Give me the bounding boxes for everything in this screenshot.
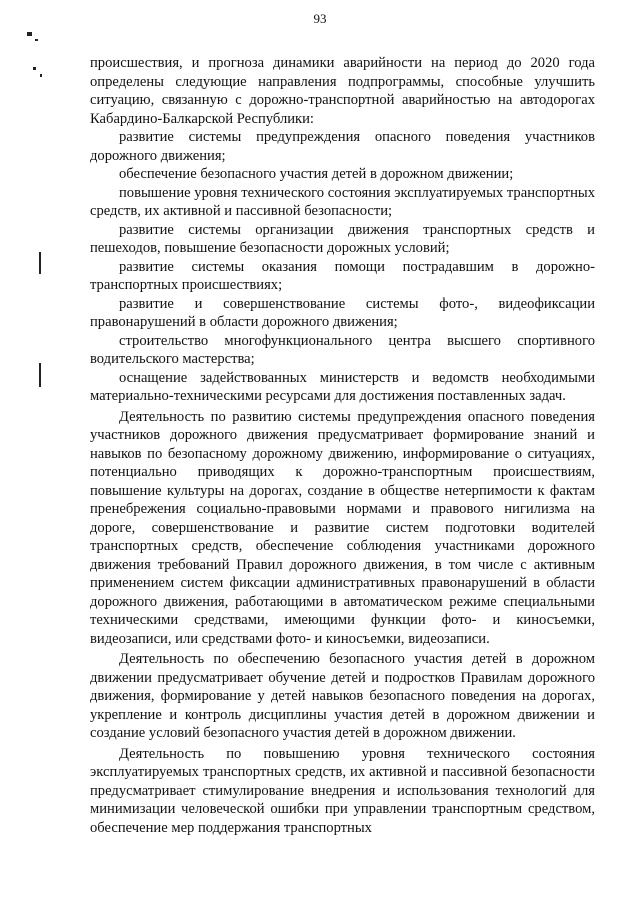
list-item: повышение уровня технического состояния эксплуатируемых транспортных средств, их активной и пассивной безопасности; bbox=[90, 184, 595, 219]
scan-mark bbox=[27, 32, 32, 36]
page-number: 93 bbox=[313, 11, 327, 26]
list-item: развитие и совершенствование системы фото-, видеофиксации правонарушений в области дорожного движения; bbox=[90, 295, 595, 330]
list-item: развитие системы оказания помощи пострадавшим в дорожно-транспортных происшествиях; bbox=[90, 258, 595, 293]
document-body bbox=[90, 54, 595, 837]
paragraph: происшествия, и прогноза динамики аварийности на период до 2020 года определены следующие направления подпрограммы, способные улучшить ситуацию, связанную с дорожно-транспортной аварийностью на автодорогах Кабардино-Балкарской Республики: bbox=[90, 55, 595, 127]
paragraph: Деятельность по повышению уровня технического состояния эксплуатируемых транспортных средств, их активной и пассивной безопасности предусматривает стимулирование внедрения и использования технологий для минимизации человеческой ошибки при управлении транспортным средством, обеспечение мер поддержания транспортных bbox=[90, 745, 595, 836]
list-item: развитие системы предупреждения опасного поведения участников дорожного движения; bbox=[90, 129, 595, 164]
scan-mark bbox=[33, 67, 36, 70]
paragraph: Деятельность по развитию системы предупреждения опасного поведения участников дорожного движения предусматривает формирование знаний и навыков по безопасному дорожному движению, информирование о ситуациях, потенциально приводящих к дорожно-транспортным происшествиям, повышение культуры на дорогах, создание в обществе нетерпимости к фактам пренебрежения социально-правовыми нормами и правового нигилизма на дороге, совершенствование и развитие систем подготовки водителей транспортных средств, обеспечение соблюдения участниками дорожного движения требований Правил дорожного движения, в том числе с активным применением систем фиксации административных правонарушений в области дорожного движения, работающими в автоматическом режиме специальными техническими средствами, имеющими функции фото- и киносъемки, видеозаписи, или средствами фото- и киносъемки, видеозаписи. bbox=[90, 408, 595, 647]
list-item: строительство многофункционального центра высшего спортивного водительского мастерства; bbox=[90, 332, 595, 367]
margin-bar bbox=[39, 252, 41, 274]
list-item: оснащение задействованных министерств и ведомств необходимыми материально-техническими ресурсами для достижения поставленных задач. bbox=[90, 369, 595, 404]
paragraph: Деятельность по обеспечению безопасного участия детей в дорожном движении предусматривает обучение детей и подростков Правилам дорожного движения, формирование у детей навыков безопасного поведения на дорогах, укрепление и контроль дисциплины участия детей в дорожном движении и создание условий безопасного участия детей в дорожном движении. bbox=[90, 651, 595, 741]
margin-bar bbox=[39, 363, 41, 387]
scan-mark bbox=[35, 39, 38, 41]
list-item: развитие системы организации движения транспортных средств и пешеходов, повышение безопасности дорожных условий; bbox=[90, 221, 595, 256]
scan-mark bbox=[40, 74, 42, 77]
list-item: обеспечение безопасного участия детей в дорожном движении; bbox=[119, 166, 514, 182]
